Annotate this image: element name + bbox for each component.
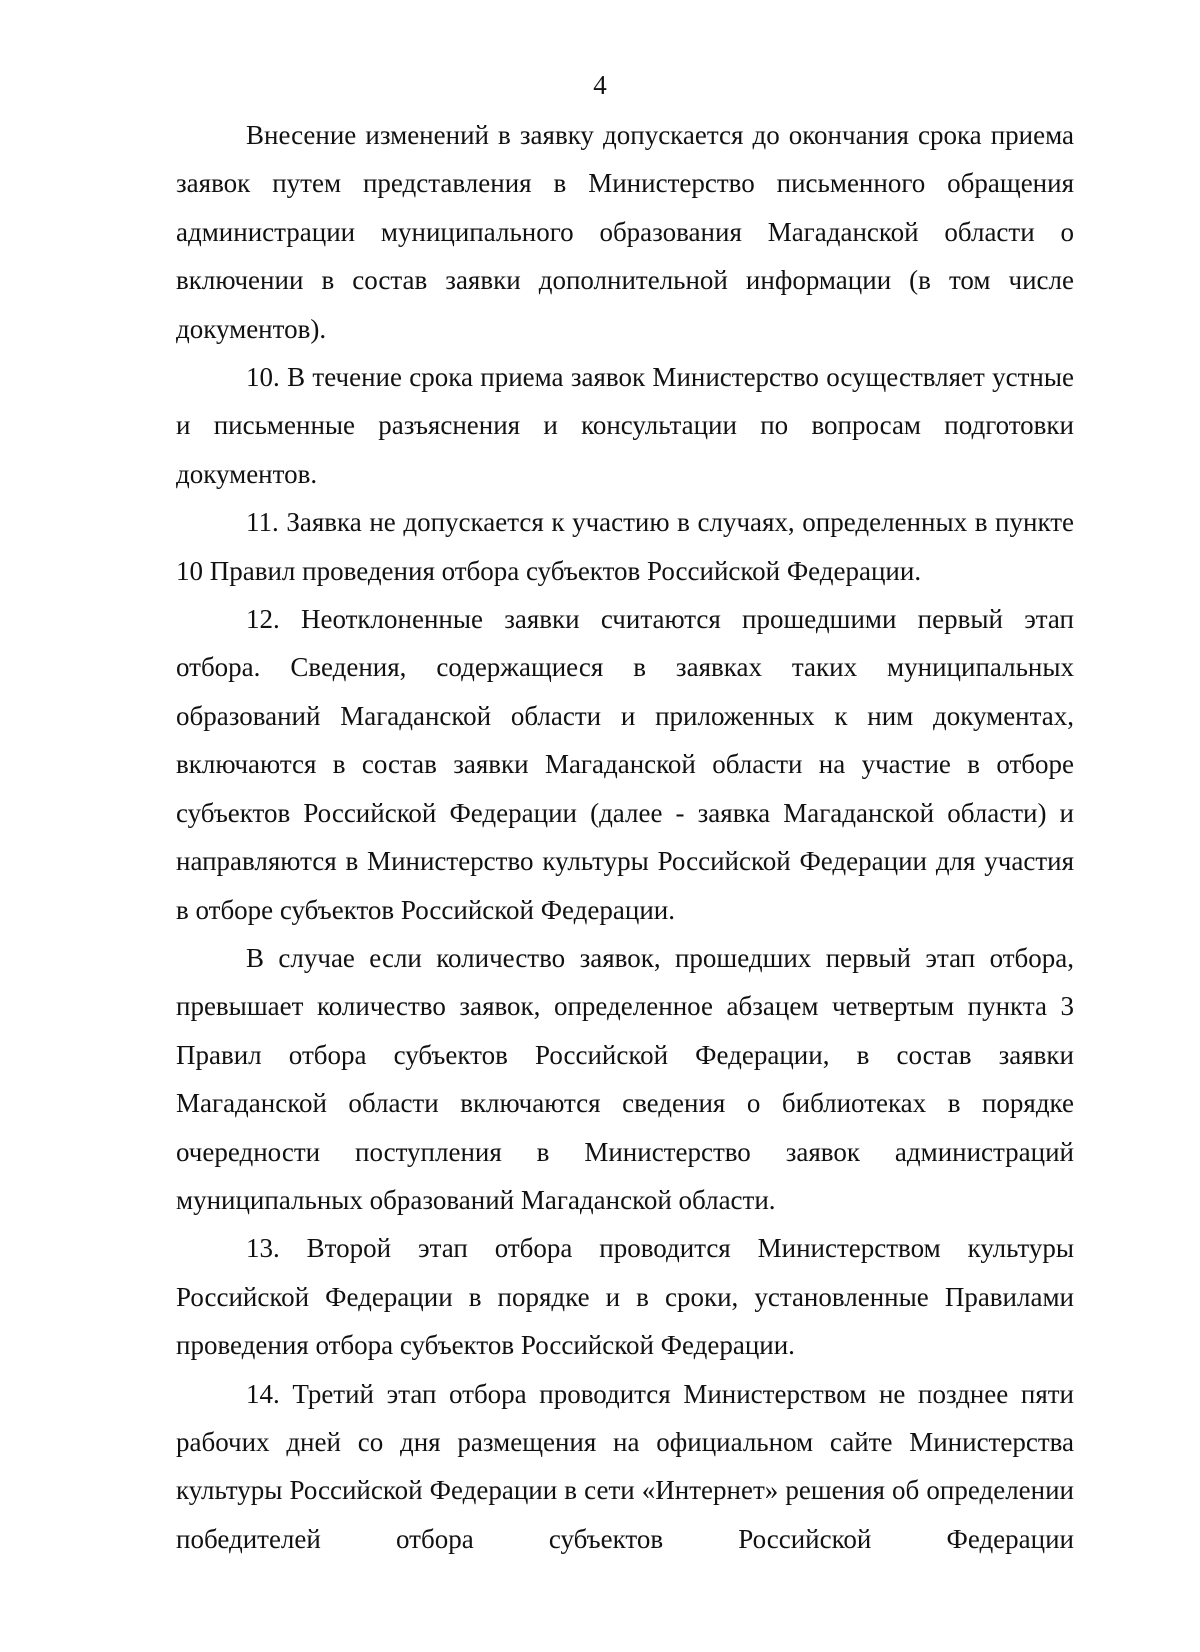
paragraph-item-11: 11. Заявка не допускается к участию в случаях, определенных в пункте 10 Правил проведения отбора субъектов Российской Федерации. [176, 507, 1074, 586]
paragraph-item-12: 12. Неотклоненные заявки считаются прошедшими первый этап отбора. Сведения, содержащиеся в заявках таких муниципальных образований Магаданской области и приложенных к ним документах, включаются в состав заявки Магаданской области на участие в отборе субъектов Российской Федерации (далее - заявка Магаданской области) и направляются в Министерство культуры Российской Федерации для участия в отборе субъектов Российской Федерации. [176, 604, 1074, 925]
page-number: 4 [593, 70, 607, 100]
paragraph-item-13: 13. Второй этап отбора проводится Министерством культуры Российской Федерации в порядке и в сроки, установленные Правилами проведения отбора субъектов Российской Федерации. [176, 1233, 1074, 1361]
document-body [176, 111, 1074, 1563]
paragraph-item-10: 10. В течение срока приема заявок Министерство осуществляет устные и письменные разъяснения и консультации по вопросам подготовки документов. [176, 362, 1074, 489]
paragraph-amendments: Внесение изменений в заявку допускается до окончания срока приема заявок путем представления в Министерство письменного обращения администрации муниципального образования Магаданской области о включении в состав заявки дополнительной информации (в том числе документов). [176, 120, 1074, 344]
paragraph-item-12-continuation: В случае если количество заявок, прошедших первый этап отбора, превышает количество заявок, определенное абзацем четвертым пункта 3 Правил отбора субъектов Российской Федерации, в состав заявки Магаданской области включаются сведения о библиотеках в порядке очередности поступления в Министерство заявок администраций муниципальных образований Магаданской области. [176, 942, 1074, 1215]
paragraph-item-14: 14. Третий этап отбора проводится Министерством не позднее пяти рабочих дней со дня размещения на официальном сайте Министерства культуры Российской Федерации в сети «Интернет» решения об определении победителей отбора субъектов Российской Федерации [176, 1378, 1074, 1554]
